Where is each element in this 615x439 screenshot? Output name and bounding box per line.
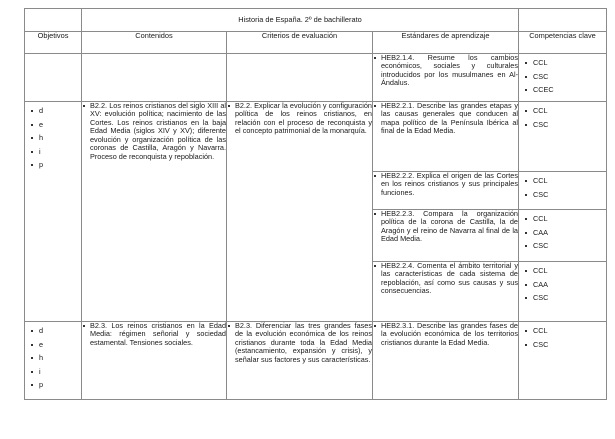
competencia-item: CSC (525, 121, 606, 135)
objetivo-item: h (31, 134, 81, 148)
competencia-item: CSC (525, 242, 606, 256)
empty-objetivos-cell (25, 54, 82, 102)
objetivo-item: p (31, 161, 81, 175)
competencias-list (519, 172, 606, 204)
empty-corner-cell (25, 9, 82, 32)
criterio-cell (227, 102, 373, 322)
objetivos-list (25, 322, 81, 395)
competencia-item: CSC (525, 294, 606, 308)
competencias-cell (519, 172, 607, 210)
estandar-text: HEB2.3.1. Describe las grandes fases de la evolución económica de los territorios cristianos durante la Edad Media. (373, 322, 518, 347)
estandar-text: HEB2.2.1. Describe las grandes etapas y las causas generales que conducen al mapa político de la Península Ibérica al final de la Edad Media. (373, 102, 518, 136)
competencias-cell (519, 210, 607, 262)
criterio-text: B2.3. Diferenciar las tres grandes fases de la evolución económica de los reinos cristianos durante toda la Edad Media (estancamiento, expansión y crisis), y señalar sus factores y sus características. (227, 322, 372, 364)
criterio-cell (227, 322, 373, 400)
objetivo-item: i (31, 368, 81, 382)
header-criterios: Criterios de evaluación (227, 32, 373, 54)
estandar-text: HEB2.2.2. Explica el origen de las Cortes en los reinos cristianos y sus principales funciones. (373, 172, 518, 197)
estandar-text: HEB2.2.3. Compara la organización política de la corona de Castilla, la de Aragón y el reino de Navarra al final de la Edad Media. (373, 210, 518, 244)
empty-contenidos-cell (82, 54, 227, 102)
empty-corner-cell-right (519, 9, 607, 32)
objetivo-item: d (31, 327, 81, 341)
estandar-text: HEB2.2.4. Comenta el ámbito territorial y las características de cada sistema de repoblación, así como sus causas y sus consecuencias. (373, 262, 518, 296)
competencias-cell (519, 322, 607, 400)
competencia-item: CAA (525, 281, 606, 295)
competencias-list (519, 54, 606, 100)
competencia-item: CCL (525, 215, 606, 229)
contenido-text: B2.2. Los reinos cristianos del siglo XIII al XV: evolución política; nacimiento de las Cortes. Los reinos cristianos en la baja Edad Media (siglos XIV y XV); diferente evolución y organización política de las coronas de Castilla, Aragón y Navarra. Proceso de reconquista y repoblación. (82, 102, 226, 161)
table-row (25, 102, 607, 172)
objetivos-cell (25, 322, 82, 400)
objetivo-item: e (31, 121, 81, 135)
table-row (25, 54, 607, 102)
contenido-cell (82, 102, 227, 322)
competencias-cell (519, 262, 607, 322)
table-row (25, 322, 607, 400)
competencia-item: CCL (525, 177, 606, 191)
column-header-row (25, 32, 607, 54)
competencia-item: CCEC (525, 86, 606, 100)
competencias-list (519, 210, 606, 256)
contenido-cell (82, 322, 227, 400)
competencia-item: CCL (525, 107, 606, 121)
competencias-cell (519, 54, 607, 102)
estandar-cell (373, 102, 519, 172)
objetivo-item: p (31, 381, 81, 395)
estandar-cell (373, 54, 519, 102)
header-competencias: Competencias clave (519, 32, 607, 54)
estandar-cell (373, 322, 519, 400)
table-title-row (25, 9, 607, 32)
header-objetivos: Objetivos (25, 32, 82, 54)
objetivos-list (25, 102, 81, 175)
estandar-cell (373, 262, 519, 322)
competencias-list (519, 262, 606, 308)
table-title: Historia de España. 2º de bachillerato (82, 9, 519, 32)
empty-criterios-cell (227, 54, 373, 102)
objetivo-item: i (31, 148, 81, 162)
objetivos-cell (25, 102, 82, 322)
objetivo-item: e (31, 341, 81, 355)
competencia-item: CCL (525, 267, 606, 281)
header-estandares: Estándares de aprendizaje (373, 32, 519, 54)
competencia-item: CAA (525, 229, 606, 243)
estandar-cell (373, 172, 519, 210)
competencia-item: CCL (525, 327, 606, 341)
competencia-item: CSC (525, 341, 606, 355)
estandar-cell (373, 210, 519, 262)
curriculum-table (24, 8, 607, 400)
competencias-list (519, 102, 606, 134)
competencia-item: CSC (525, 73, 606, 87)
competencia-item: CCL (525, 59, 606, 73)
competencias-cell (519, 102, 607, 172)
contenido-text: B2.3. Los reinos cristianos en la Edad Media: régimen señorial y sociedad estamental. Tensiones sociales. (82, 322, 226, 347)
header-contenidos: Contenidos (82, 32, 227, 54)
estandar-text: HEB2.1.4. Resume los cambios económicos, sociales y culturales introducidos por los musulmanes en Al-Ándalus. (373, 54, 518, 88)
criterio-text: B2.2. Explicar la evolución y configuración política de los reinos cristianos, en relación con el proceso de reconquista y el concepto patrimonial de la monarquía. (227, 102, 372, 136)
objetivo-item: d (31, 107, 81, 121)
competencias-list (519, 322, 606, 354)
competencia-item: CSC (525, 191, 606, 205)
objetivo-item: h (31, 354, 81, 368)
